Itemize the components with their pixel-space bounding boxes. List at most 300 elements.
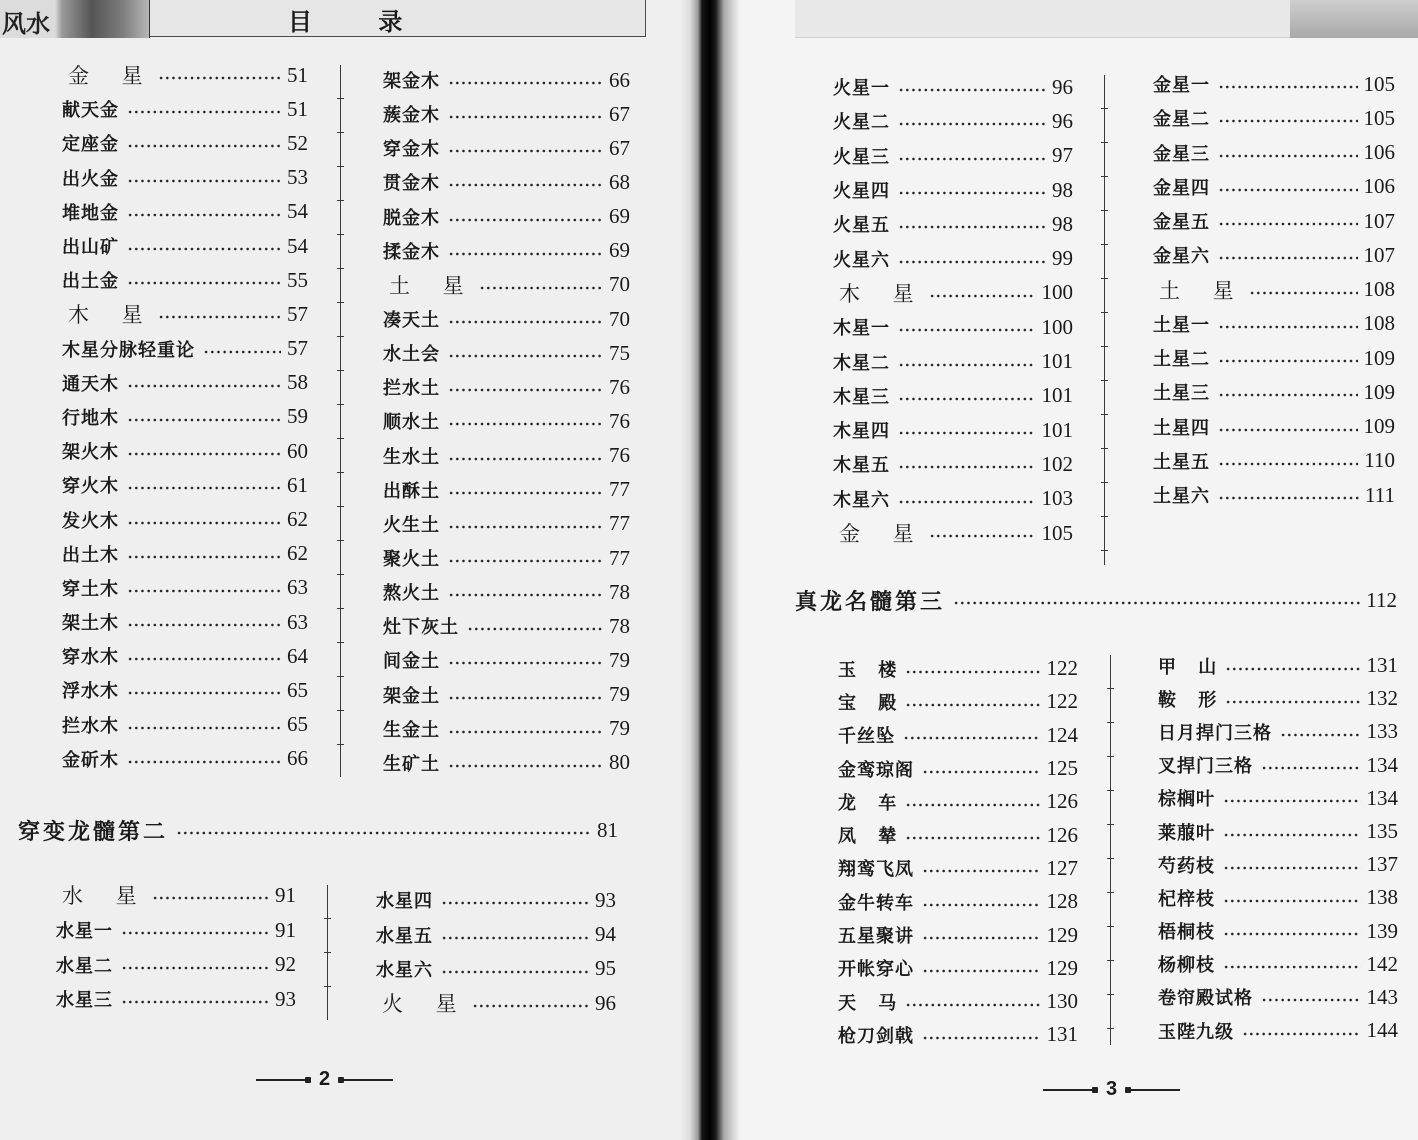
toc-entry (1158, 749, 1398, 782)
toc-entry-page: 80 (609, 750, 630, 775)
dot-leader (448, 661, 603, 665)
toc-entry (383, 336, 630, 370)
dot-leader (922, 1036, 1041, 1040)
toc-entry (56, 982, 296, 1017)
toc-entry (1158, 848, 1398, 881)
toc-chapter-page: 112 (1366, 587, 1397, 612)
toc-entry-label: 木星二 (833, 352, 890, 374)
toc-entry-label: 生水土 (383, 446, 440, 468)
dot-leader (448, 593, 603, 597)
toc-entry-label: 金星一 (1153, 75, 1210, 97)
toc-entry (1158, 1014, 1398, 1047)
toc-entry-label: 金星二 (1153, 109, 1210, 131)
toc-entry-page: 79 (609, 716, 630, 741)
dot-leader (127, 452, 281, 456)
toc-chapter-entry (18, 813, 618, 847)
toc-entry-label: 间金土 (383, 651, 440, 673)
footer-rule (1125, 1089, 1180, 1091)
toc-entry (1153, 204, 1395, 238)
toc-entry-page: 128 (1046, 889, 1078, 914)
toc-entry-page: 108 (1363, 277, 1395, 302)
toc-entry-label: 木星分脉轻重论 (62, 339, 195, 361)
toc-entry-page: 70 (609, 272, 630, 297)
toc-entry-page: 67 (609, 135, 630, 160)
toc-entry-label: 穿土木 (62, 578, 119, 600)
toc-entry-label: 木星一 (833, 318, 890, 340)
toc-entry-page: 53 (287, 165, 308, 190)
toc-entry (383, 746, 630, 780)
toc-entry-label: 熬火土 (383, 583, 440, 605)
toc-column (62, 58, 308, 776)
toc-entry-label: 芍药枝 (1158, 855, 1215, 877)
toc-entry-page: 108 (1363, 311, 1395, 336)
toc-entry-label: 火星四 (833, 181, 890, 203)
dot-leader (448, 457, 603, 461)
toc-entry-page: 134 (1366, 752, 1398, 777)
toc-entry-page: 134 (1366, 785, 1398, 810)
toc-entry-label: 玉 楼 (838, 659, 898, 681)
toc-entry-page: 143 (1366, 984, 1398, 1009)
toc-entry (1158, 881, 1398, 914)
toc-chapter-entry (795, 583, 1397, 617)
toc-chapter-label: 真龙名髓第三 (795, 588, 946, 615)
toc-entry (62, 366, 308, 400)
toc-entry-label: 叉捍门三格 (1158, 756, 1253, 778)
toc-entry-label: 土星一 (1153, 314, 1210, 336)
toc-entry-page: 96 (1052, 74, 1073, 99)
toc-entry-page: 65 (287, 712, 308, 737)
dot-leader (905, 703, 1040, 707)
toc-entry (1153, 375, 1395, 409)
toc-entry-page: 100 (1041, 280, 1073, 305)
toc-entry-label: 杨柳枝 (1158, 955, 1215, 977)
toc-entry-label: 梧桐枝 (1158, 922, 1215, 944)
toc-entry (383, 97, 630, 131)
toc-chapter-page: 81 (597, 817, 618, 842)
toc-entry-page: 77 (609, 477, 630, 502)
toc-entry (1158, 915, 1398, 948)
toc-entry (383, 473, 630, 507)
dot-leader (1242, 1032, 1361, 1036)
dot-leader (448, 354, 603, 358)
toc-entry (1153, 136, 1395, 170)
toc-entry-label: 出山矿 (62, 237, 119, 259)
dot-leader (121, 1000, 269, 1004)
contents-title: 目 录 (288, 7, 403, 36)
toc-entry (1153, 307, 1395, 341)
toc-entry-label: 木星三 (833, 386, 890, 408)
toc-entry (1158, 815, 1398, 848)
dot-leader (448, 730, 603, 734)
dot-leader (127, 760, 281, 764)
toc-group-heading (1153, 273, 1395, 307)
toc-entry-label: 发火木 (62, 510, 119, 532)
dot-leader (127, 281, 281, 285)
toc-entry-label: 千丝坠 (838, 726, 895, 748)
dot-leader (448, 183, 603, 187)
series-logo-image (0, 0, 150, 38)
toc-entry (383, 712, 630, 746)
dot-leader (929, 534, 1036, 538)
toc-entry-page: 63 (287, 609, 308, 634)
toc-entry-page: 70 (609, 306, 630, 331)
toc-entry-page: 51 (287, 62, 308, 87)
toc-entry-page: 129 (1046, 955, 1078, 980)
toc-column (1153, 67, 1395, 512)
dot-leader (922, 936, 1041, 940)
toc-entry-label: 木 星 (68, 303, 144, 328)
toc-entry-page: 59 (287, 404, 308, 429)
dot-leader (1225, 667, 1360, 671)
dot-leader (472, 1004, 589, 1008)
toc-entry-page: 102 (1041, 451, 1073, 476)
dot-leader (203, 350, 281, 354)
toc-entry (376, 952, 616, 986)
toc-entry-page: 91 (275, 917, 296, 942)
toc-entry-label: 水星五 (376, 925, 433, 947)
toc-entry (62, 229, 308, 263)
footer-rule (256, 1079, 311, 1081)
toc-entry-page: 106 (1363, 140, 1395, 165)
toc-entry (62, 537, 308, 571)
toc-entry-page: 142 (1366, 951, 1398, 976)
dot-leader (898, 122, 1046, 126)
toc-column (838, 652, 1078, 1052)
dot-leader (448, 149, 603, 153)
toc-entry-page: 94 (595, 922, 616, 947)
toc-entry-label: 凤 辇 (838, 826, 898, 848)
toc-entry-page: 60 (287, 438, 308, 463)
toc-group-heading (383, 268, 630, 302)
dot-leader (1218, 393, 1358, 397)
toc-entry (62, 742, 308, 776)
dot-leader (898, 88, 1046, 92)
toc-entry-label: 水 星 (62, 884, 138, 909)
toc-entry-page: 107 (1363, 242, 1395, 267)
toc-entry (383, 63, 630, 97)
toc-entry-label: 顺水土 (383, 412, 440, 434)
toc-entry (383, 302, 630, 336)
toc-entry-page: 107 (1363, 208, 1395, 233)
toc-entry-label: 穿金木 (383, 139, 440, 161)
toc-entry (833, 173, 1073, 207)
toc-entry-label: 金牛转车 (838, 892, 914, 914)
toc-entry (1158, 715, 1398, 748)
toc-group-heading (833, 516, 1073, 550)
toc-entry (838, 652, 1078, 685)
toc-entry (383, 370, 630, 404)
toc-entry-label: 架土木 (62, 613, 119, 635)
toc-entry-label: 木星六 (833, 489, 890, 511)
toc-entry-page: 105 (1041, 520, 1073, 545)
dot-leader (1249, 291, 1358, 295)
toc-entry-page: 78 (609, 613, 630, 638)
toc-entry (833, 379, 1073, 413)
toc-entry-label: 通天木 (62, 373, 119, 395)
toc-entry-label: 贯金木 (383, 173, 440, 195)
toc-entry (833, 344, 1073, 378)
toc-group-heading (56, 878, 296, 913)
toc-entry (838, 985, 1078, 1018)
toc-entry-page: 101 (1041, 349, 1073, 374)
toc-entry (1153, 238, 1395, 272)
dot-leader (127, 589, 281, 593)
toc-entry (1158, 782, 1398, 815)
dot-leader (922, 969, 1041, 973)
toc-entry-label: 土 星 (1159, 278, 1235, 303)
toc-entry (838, 752, 1078, 785)
dot-leader (448, 422, 603, 426)
toc-entry-page: 138 (1366, 885, 1398, 910)
toc-entry-label: 火生土 (383, 514, 440, 536)
toc-entry-label: 土星六 (1153, 486, 1210, 508)
toc-entry-label: 脱金木 (383, 207, 440, 229)
toc-entry-page: 55 (287, 267, 308, 292)
toc-entry-page: 124 (1046, 722, 1078, 747)
book-gutter (680, 0, 740, 1140)
toc-entry-page: 68 (609, 169, 630, 194)
toc-entry-page: 96 (595, 990, 616, 1015)
dot-leader (1223, 932, 1361, 936)
toc-entry-page: 79 (609, 682, 630, 707)
dot-leader (127, 555, 281, 559)
dot-leader (1218, 256, 1358, 260)
toc-entry-label: 金星五 (1153, 212, 1210, 234)
toc-column (1158, 649, 1398, 1047)
dot-leader (922, 869, 1041, 873)
toc-entry-page: 105 (1363, 105, 1395, 130)
toc-entry-label: 生矿土 (383, 753, 440, 775)
toc-entry-label: 金 星 (839, 522, 915, 546)
toc-entry (62, 673, 308, 707)
dot-leader (1280, 733, 1361, 737)
toc-entry (383, 131, 630, 165)
toc-entry-page: 101 (1041, 383, 1073, 408)
toc-group-heading (62, 297, 308, 331)
toc-entry (833, 241, 1073, 275)
dot-leader (448, 388, 603, 392)
toc-chapter (18, 813, 618, 847)
dot-leader (121, 966, 269, 970)
toc-entry-page: 99 (1052, 246, 1073, 271)
dot-leader (1218, 462, 1358, 466)
toc-entry-page: 93 (595, 887, 616, 912)
dot-leader (1218, 85, 1358, 89)
toc-entry-page: 58 (287, 370, 308, 395)
toc-entry-label: 水星三 (56, 990, 113, 1012)
toc-entry-label: 卷帘殿试格 (1158, 988, 1253, 1010)
dot-leader (441, 936, 589, 940)
toc-entry (62, 571, 308, 605)
toc-entry (833, 447, 1073, 481)
dot-leader (158, 315, 281, 319)
toc-entry-label: 日月捍门三格 (1158, 722, 1272, 744)
toc-entry-page: 98 (1052, 211, 1073, 236)
toc-entry (838, 852, 1078, 885)
toc-entry-page: 91 (275, 882, 296, 907)
dot-leader (1218, 222, 1358, 226)
toc-entry-label: 金星三 (1153, 143, 1210, 165)
toc-entry-label: 行地木 (62, 407, 119, 429)
toc-entry-label: 聚火土 (383, 549, 440, 571)
dot-leader (441, 901, 589, 905)
dot-leader (127, 623, 281, 627)
toc-entry (838, 952, 1078, 985)
dot-leader (1223, 799, 1361, 803)
toc-entry-page: 122 (1046, 656, 1078, 681)
toc-entry-page: 133 (1366, 719, 1398, 744)
dot-leader (898, 500, 1036, 504)
toc-entry-label: 木星五 (833, 455, 890, 477)
toc-entry-page: 135 (1366, 819, 1398, 844)
dot-leader (905, 670, 1040, 674)
toc-entry-page: 127 (1046, 855, 1078, 880)
column-divider (324, 885, 331, 1020)
toc-entry (383, 609, 630, 643)
dot-leader (898, 157, 1046, 161)
dot-leader (953, 601, 1360, 605)
toc-group-heading (62, 58, 308, 92)
column-divider (337, 65, 344, 777)
toc-entry-label: 出土木 (62, 544, 119, 566)
toc-entry-label: 土星四 (1153, 417, 1210, 439)
toc-entry-page: 52 (287, 130, 308, 155)
toc-entry-page: 111 (1365, 482, 1395, 507)
header-decoration-image (1290, 0, 1418, 38)
toc-entry-page: 126 (1046, 789, 1078, 814)
dot-leader (479, 286, 603, 290)
toc-entry (833, 482, 1073, 516)
toc-entry (1153, 444, 1395, 478)
dot-leader (1223, 866, 1361, 870)
dot-leader (467, 627, 603, 631)
dot-leader (1218, 154, 1358, 158)
toc-chapter-label: 穿变龙髓第二 (18, 818, 169, 845)
dot-leader (1218, 325, 1358, 329)
dot-leader (448, 115, 603, 119)
toc-entry-label: 金星四 (1153, 177, 1210, 199)
toc-entry-label: 揉金木 (383, 241, 440, 263)
toc-entry (1153, 341, 1395, 375)
dot-leader (1218, 496, 1359, 500)
toc-chapter (795, 583, 1397, 617)
toc-entry (62, 400, 308, 434)
dot-leader (448, 559, 603, 563)
dot-leader (898, 465, 1036, 469)
toc-entry-page: 69 (609, 238, 630, 263)
dot-leader (898, 191, 1046, 195)
toc-entry (56, 947, 296, 982)
dot-leader (441, 970, 589, 974)
toc-entry (838, 1018, 1078, 1051)
dot-leader (922, 903, 1041, 907)
toc-entry (838, 885, 1078, 918)
toc-entry-page: 92 (275, 952, 296, 977)
toc-entry-label: 棕榈叶 (1158, 789, 1215, 811)
dot-leader (1218, 428, 1358, 432)
toc-column (383, 63, 630, 780)
dot-leader (922, 770, 1041, 774)
toc-entry-label: 杞梓枝 (1158, 888, 1215, 910)
dot-leader (127, 384, 281, 388)
toc-entry (1153, 170, 1395, 204)
toc-entry (383, 165, 630, 199)
toc-entry (1158, 682, 1398, 715)
toc-entry (833, 139, 1073, 173)
dot-leader (448, 696, 603, 700)
toc-entry-page: 75 (609, 340, 630, 365)
toc-entry-page: 96 (1052, 108, 1073, 133)
dot-leader (127, 247, 281, 251)
toc-entry-label: 火星三 (833, 146, 890, 168)
toc-entry-page: 137 (1366, 852, 1398, 877)
toc-entry-label: 水星四 (376, 891, 433, 913)
toc-entry-label: 架金土 (383, 685, 440, 707)
toc-entry (62, 434, 308, 468)
toc-entry-label: 蔟金木 (383, 105, 440, 127)
toc-entry-page: 101 (1041, 417, 1073, 442)
toc-entry-page: 98 (1052, 177, 1073, 202)
dot-leader (127, 144, 281, 148)
toc-entry (1158, 981, 1398, 1014)
toc-entry (376, 917, 616, 951)
toc-entry (1153, 101, 1395, 135)
toc-entry-label: 出土金 (62, 271, 119, 293)
toc-entry-label: 木 星 (839, 281, 915, 306)
toc-entry (1153, 410, 1395, 444)
toc-entry (62, 639, 308, 673)
dot-leader (448, 320, 603, 324)
footer-rule (1043, 1089, 1098, 1091)
left-page-footer (256, 1068, 393, 1091)
toc-group-heading (376, 986, 616, 1020)
toc-entry-page: 131 (1046, 1022, 1078, 1047)
dot-leader (1218, 188, 1358, 192)
toc-entry (62, 195, 308, 229)
toc-entry-label: 金鸾琼阁 (838, 759, 914, 781)
toc-entry-label: 水星二 (56, 955, 113, 977)
toc-entry-page: 57 (287, 336, 308, 361)
toc-entry-label: 出火金 (62, 168, 119, 190)
toc-entry-label: 天 马 (838, 992, 898, 1014)
dot-leader (1261, 998, 1361, 1002)
toc-entry-label: 定座金 (62, 134, 119, 156)
dot-leader (448, 81, 603, 85)
dot-leader (905, 1003, 1040, 1007)
dot-leader (898, 431, 1036, 435)
dot-leader (1223, 965, 1361, 969)
toc-group-heading (833, 276, 1073, 310)
toc-entry-page: 79 (609, 647, 630, 672)
toc-entry-label: 土 星 (389, 273, 465, 298)
toc-entry-page: 129 (1046, 922, 1078, 947)
toc-entry (383, 541, 630, 575)
toc-entry-label: 木星四 (833, 421, 890, 443)
dot-leader (152, 896, 269, 900)
toc-entry (62, 708, 308, 742)
toc-entry-label: 莱菔叶 (1158, 822, 1215, 844)
toc-entry (62, 468, 308, 502)
toc-entry-label: 穿火木 (62, 476, 119, 498)
toc-entry-page: 69 (609, 204, 630, 229)
toc-entry-page: 65 (287, 677, 308, 702)
toc-entry (833, 104, 1073, 138)
toc-entry-page: 131 (1366, 653, 1398, 678)
dot-leader (158, 76, 281, 80)
toc-entry (833, 310, 1073, 344)
toc-column (56, 878, 296, 1017)
toc-entry-label: 火 星 (382, 992, 458, 1017)
